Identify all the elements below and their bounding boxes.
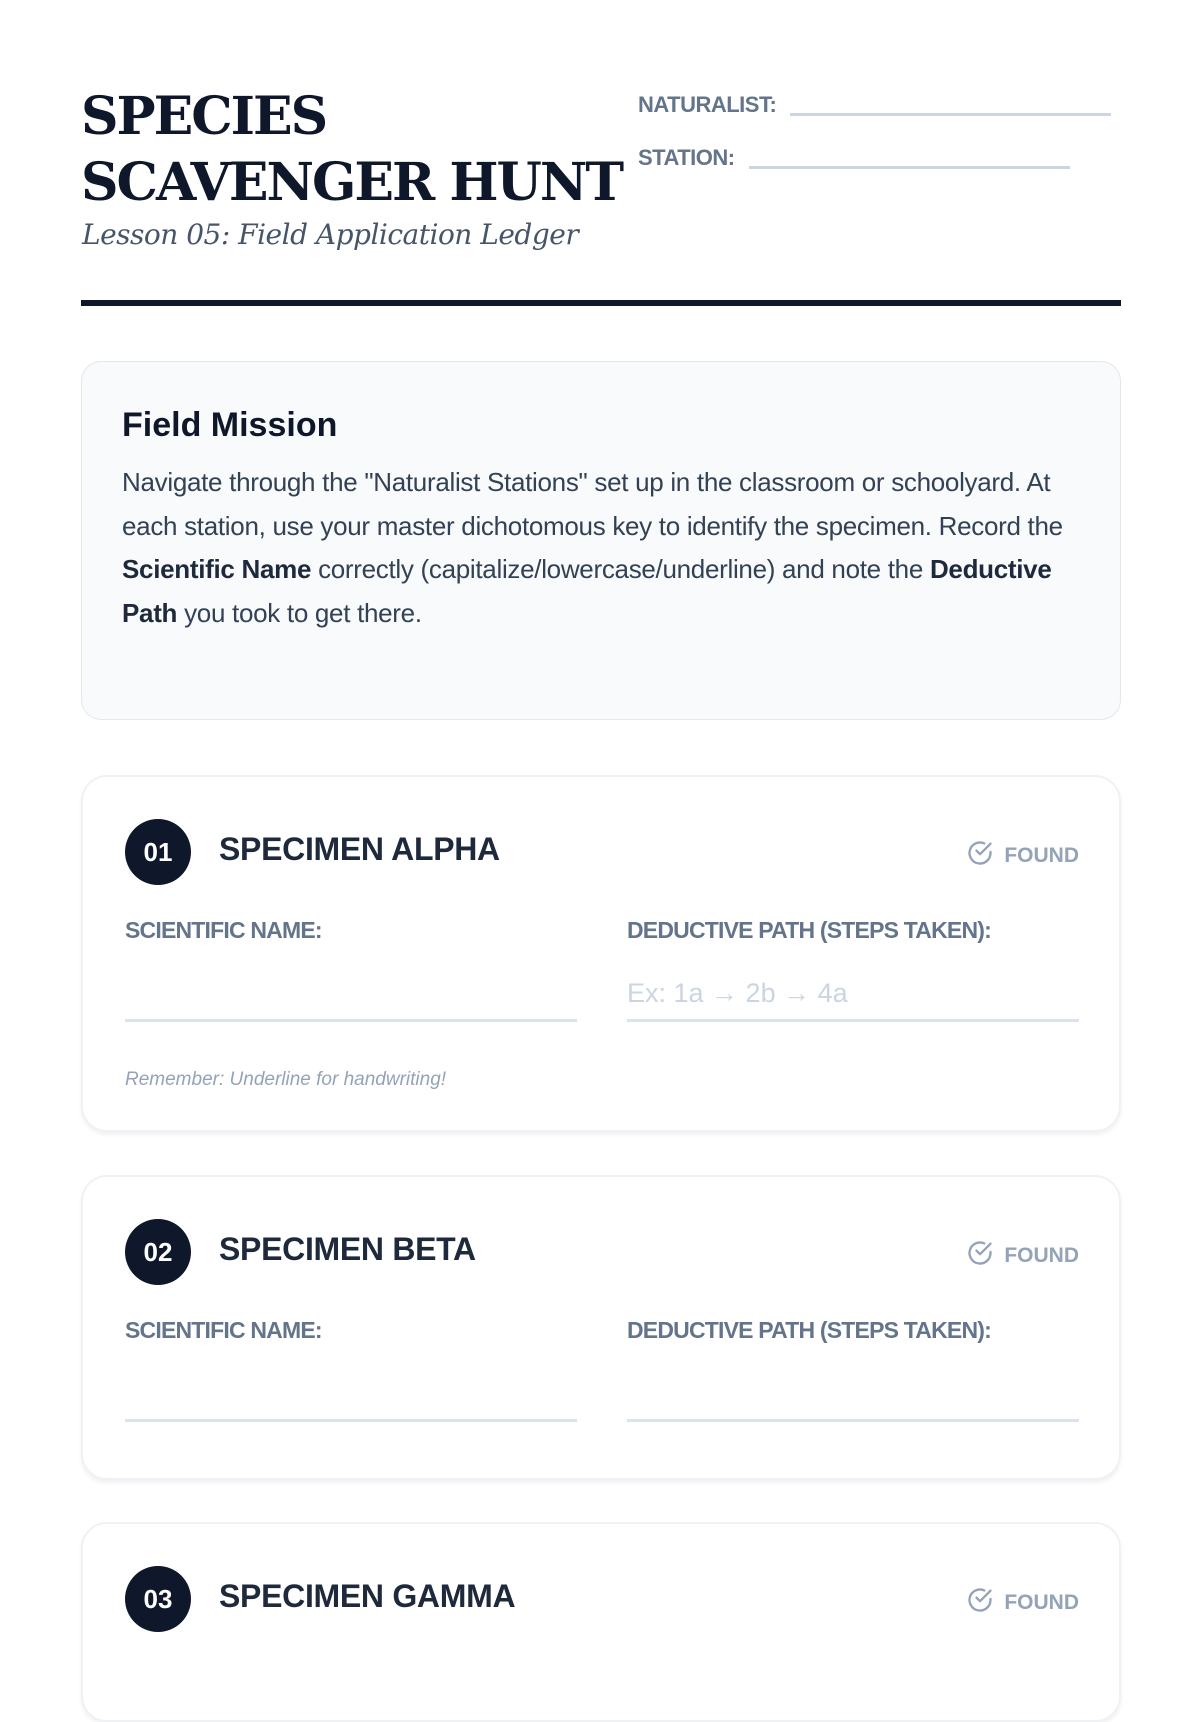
check-circle-icon [966, 1586, 994, 1620]
handwriting-hint: Remember: Underline for handwriting! [125, 1069, 447, 1090]
mission-text-part-3: you took to get there. [177, 597, 422, 628]
specimen-number-badge: 02 [125, 1219, 191, 1285]
specimen-name: SPECIMEN BETA [219, 1231, 476, 1267]
check-circle-icon [966, 839, 994, 873]
found-toggle[interactable] [966, 839, 1079, 873]
specimen-card [81, 1175, 1121, 1480]
deductive-path-label: DEDUCTIVE PATH (STEPS TAKEN): [627, 917, 991, 943]
naturalist-row [638, 84, 1111, 118]
station-row [638, 137, 1070, 171]
deductive-path-input[interactable]: Ex: 1a → 2b → 4a [627, 974, 1079, 1022]
title-line-2: SCAVENGER HUNT [81, 152, 623, 213]
specimen-header [125, 1566, 1079, 1632]
mission-title: Field Mission [122, 406, 338, 444]
deductive-path-input[interactable] [627, 1374, 1079, 1422]
found-toggle[interactable] [966, 1239, 1079, 1273]
specimen-header [125, 819, 1079, 885]
deductive-path-field [627, 917, 1079, 1022]
specimen-card [81, 1522, 1121, 1722]
found-label: FOUND [1004, 1244, 1079, 1267]
mission-text-part-2: correctly (capitalize/lowercase/underline) and note the [311, 554, 930, 584]
deductive-path-label: DEDUCTIVE PATH (STEPS TAKEN): [627, 1317, 991, 1343]
scientific-name-field [125, 917, 577, 1022]
scientific-name-input[interactable] [125, 1374, 577, 1422]
title-line-1: SPECIES [81, 86, 327, 147]
found-label: FOUND [1004, 844, 1079, 867]
scientific-name-label: SCIENTIFIC NAME: [125, 917, 322, 943]
mission-bold-deductive-path: Deductive Path [122, 554, 1052, 628]
mission-panel [81, 361, 1121, 720]
header-divider [81, 300, 1121, 306]
specimen-header [125, 1219, 1079, 1285]
specimen-number-badge: 03 [125, 1566, 191, 1632]
found-toggle[interactable] [966, 1586, 1079, 1620]
scientific-name-label: SCIENTIFIC NAME: [125, 1317, 322, 1343]
naturalist-field[interactable] [790, 113, 1111, 116]
specimen-number-badge: 01 [125, 819, 191, 885]
station-label: STATION: [638, 145, 735, 170]
naturalist-label: NATURALIST: [638, 92, 777, 117]
specimen-name: SPECIMEN GAMMA [219, 1578, 516, 1614]
check-circle-icon [966, 1239, 994, 1273]
station-field[interactable] [749, 166, 1070, 169]
deductive-path-field [627, 1317, 1079, 1422]
specimen-card [81, 775, 1121, 1132]
mission-text-part-1: Navigate through the "Naturalist Stations" set up in the classroom or schoolyard. At each station, use your master dichotomous key to identify the specimen. Record the [122, 467, 1063, 541]
found-label: FOUND [1004, 1591, 1079, 1614]
mission-bold-scientific-name: Scientific Name [122, 554, 312, 584]
specimen-name: SPECIMEN ALPHA [219, 831, 500, 867]
mission-text [122, 461, 1080, 635]
scientific-name-input[interactable] [125, 974, 577, 1022]
worksheet-header [81, 84, 1121, 308]
page-subtitle: Lesson 05: Field Application Ledger [82, 218, 579, 251]
page-title [81, 84, 622, 216]
scientific-name-field [125, 1317, 577, 1422]
